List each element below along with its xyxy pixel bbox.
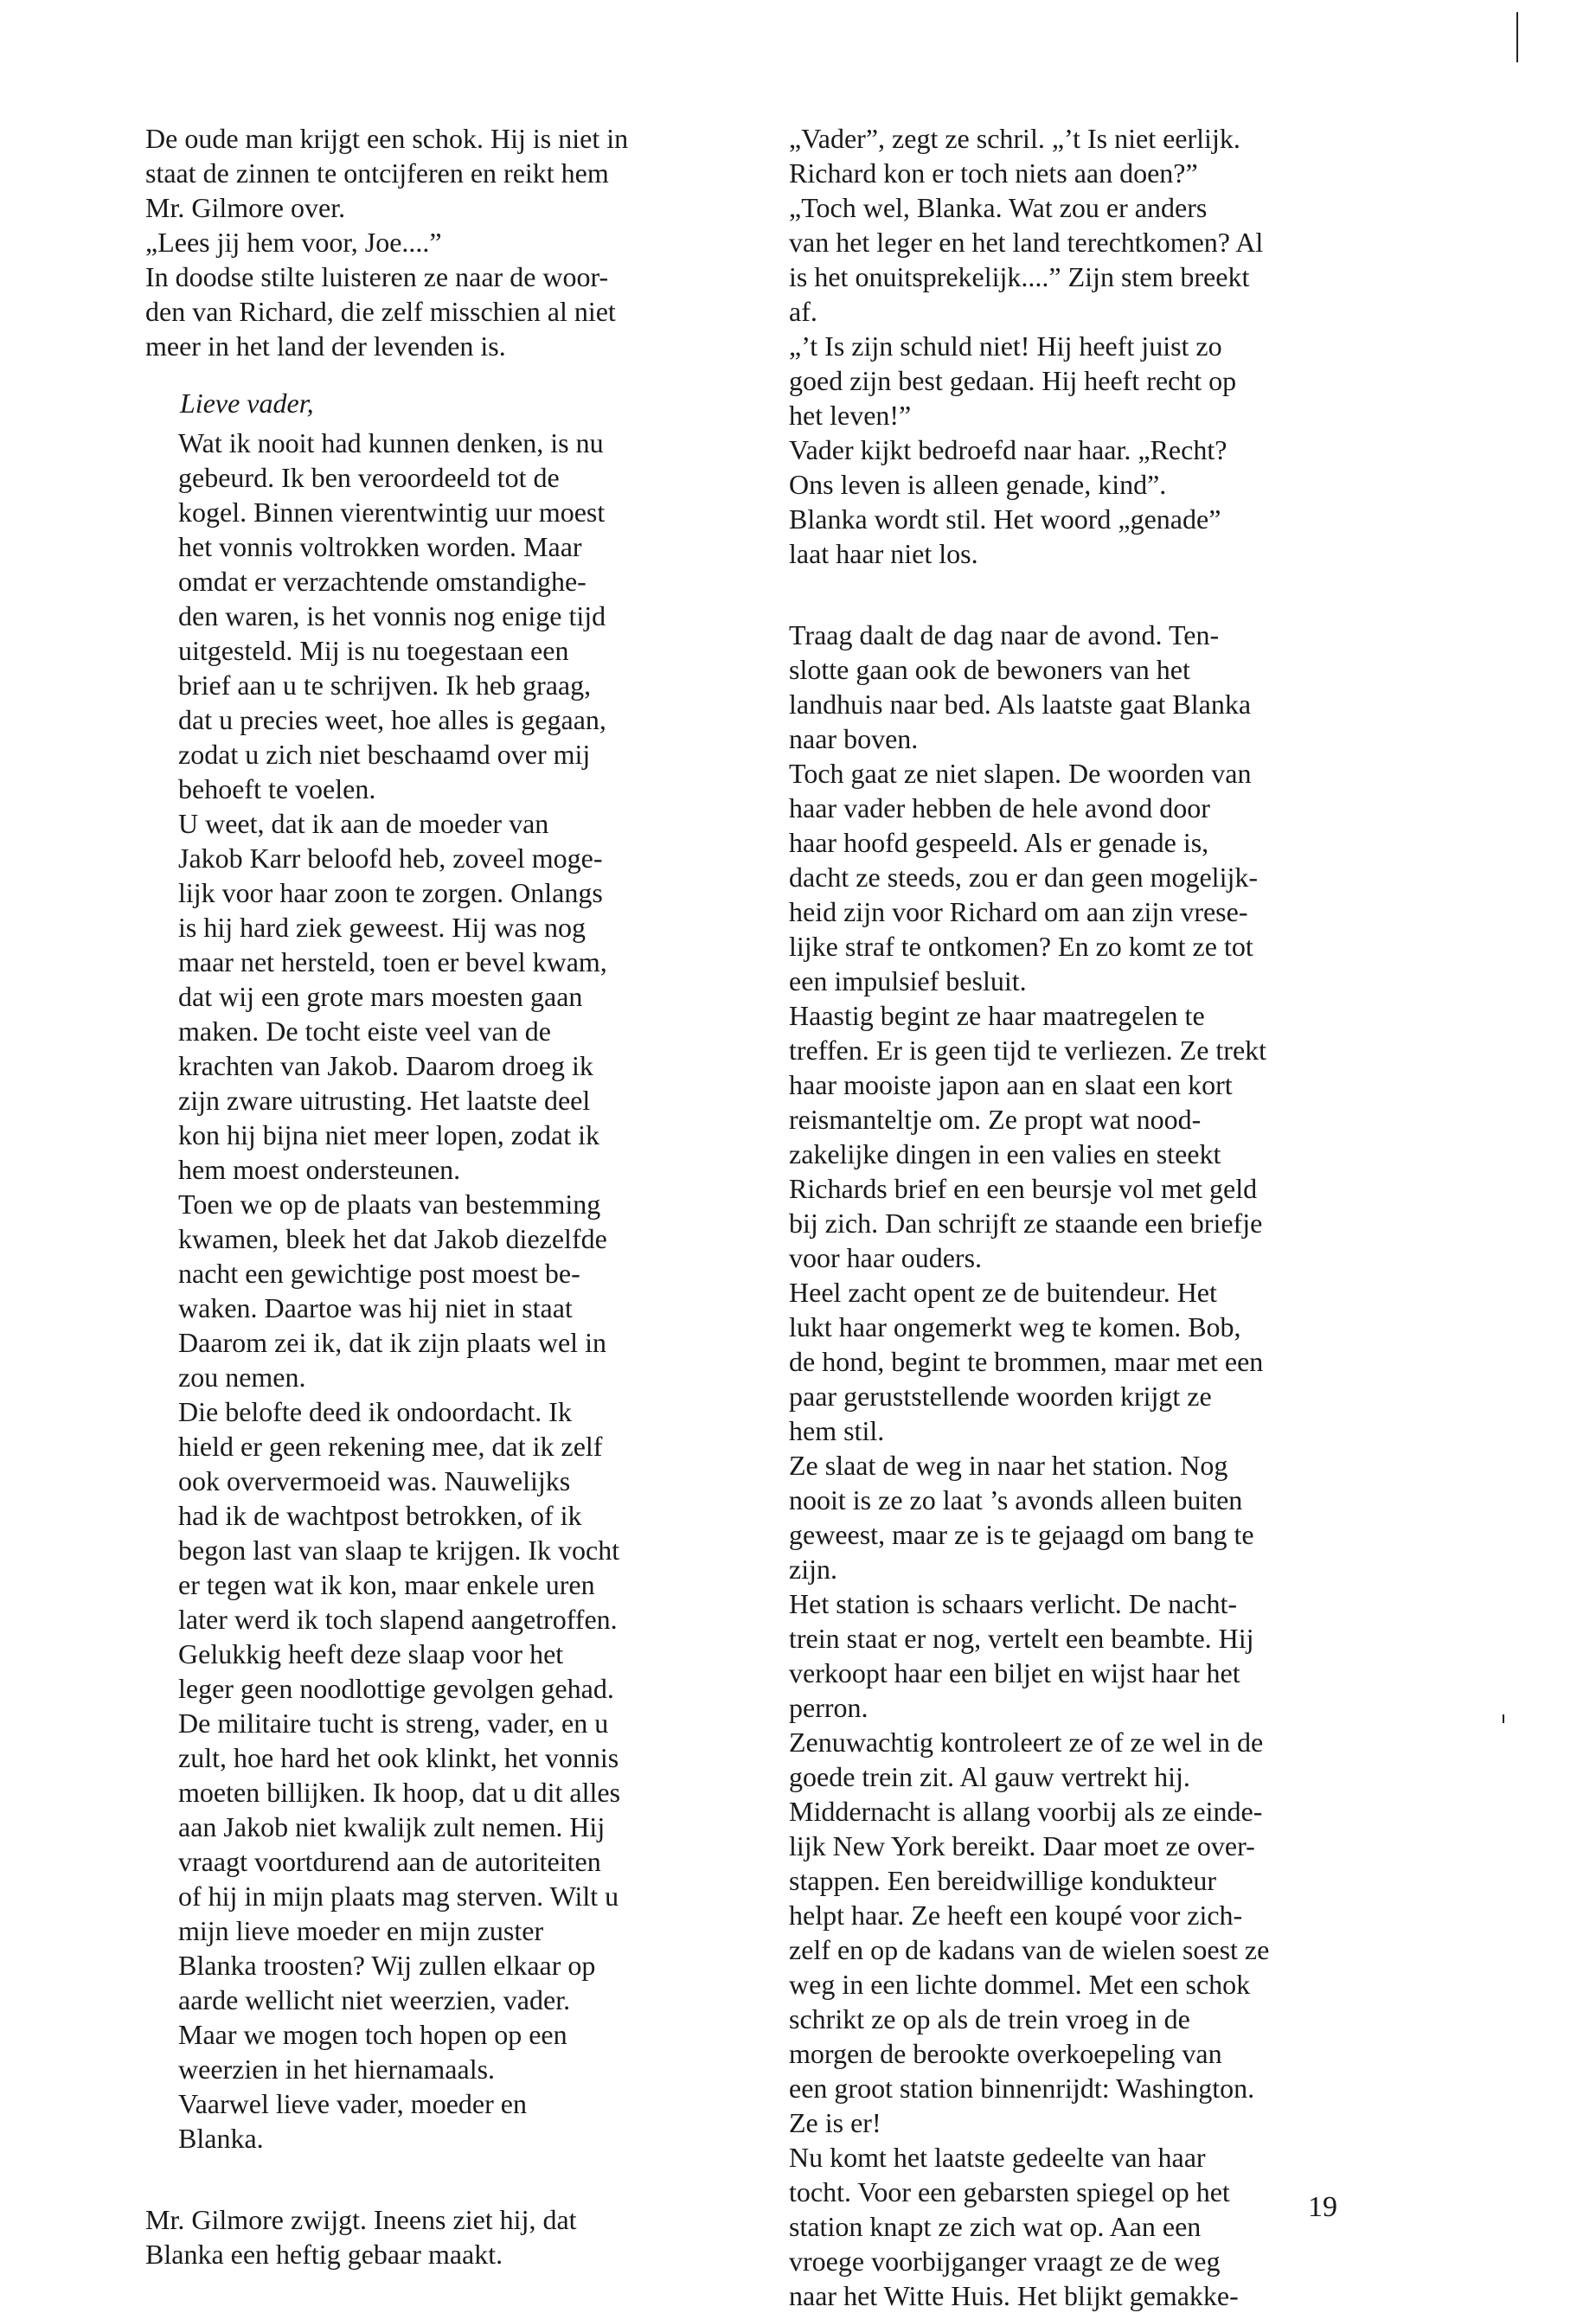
letter-paragraph: Die belofte deed ik ondoordacht. Ik hield er geen rekening mee, dat ik zelf ook oververmoeid was. Nauwelijks had ik de wachtpost betrokken, of ik begon last van slaap te krijgen. Ik vocht er tegen wat ik kon, maar enkele uren later werd ik toch slapend aangetroffen. Gelukkig heeft deze slaap voor het leger geen noodlottige gevolgen gehad. De militaire tucht is streng, vader, en u zult, hoe hard het ook klinkt, het vonnis moeten billijken. Ik hoop, dat u dit alles aan Jakob niet kwalijk zult nemen. Hij vraagt voortdurend aan de autoriteiten of hij in mijn plaats mag sterven. Wilt u mijn lieve moeder en mijn zuster Blanka troosten? Wij zullen elkaar op aarde wellicht niet weerzien, vader. Maar we mogen toch hopen op een weerzien in het hiernamaals.	[178, 1396, 621, 2085]
page-number: 19	[1308, 2191, 1337, 2223]
paragraph: „Lees jij hem voor, Joe....”	[145, 227, 442, 258]
paragraph: Het station is schaars verlicht. De nacht- trein staat er nog, vertelt een beambte. Hij verkoopt haar een biljet en wijst haar het perron.	[789, 1588, 1254, 1723]
paragraph: In doodse stilte luisteren ze naar de woor- den van Richard, die zelf misschien al niet meer in het land der levenden is.	[145, 261, 616, 362]
paragraph: Zenuwachtig kontroleert ze of ze wel in de goede trein zit. Al gauw vertrekt hij. Middernacht is allang voorbij als ze einde- lijk New York bereikt. Daar moet ze over- stappen. Een bereidwillige kondukteur helpt haar. Ze heeft een koupé voor zich- zelf en op de kadans van de wielen soest ze weg in een lichte dommel. Met een schok schrikt ze op als de trein vroeg in de morgen de berookte overkoepeling van een groot station binnenrijdt: Washington. Ze is er!	[789, 1727, 1270, 2138]
paragraph: Ze slaat de weg in naar het station. Nog nooit is ze zo laat ’s avonds alleen buiten geweest, maar ze is te gejaagd om bang te zijn.	[789, 1450, 1254, 1585]
letter-salutation: Lieve vader,	[180, 388, 314, 419]
scan-margin-mark	[1516, 12, 1518, 62]
scan-margin-dot	[1503, 1714, 1504, 1723]
paragraph: Traag daalt de dag naar de avond. Ten- slotte gaan ook de bewoners van het landhuis naar bed. Als laatste gaat Blanka naar boven.	[789, 619, 1252, 754]
paragraph: „Vader”, zegt ze schril. „’t Is niet eerlijk. Richard kon er toch niets aan doen?”	[789, 123, 1240, 189]
paragraph: Blanka wordt stil. Het woord „genade” laat haar niet los.	[789, 503, 1221, 569]
letter-block	[145, 386, 706, 2156]
paragraph: „’t Is zijn schuld niet! Hij heeft juist zo goed zijn best gedaan. Hij heeft recht op het leven!”	[789, 330, 1237, 431]
paragraph: Heel zacht opent ze de buitendeur. Het lukt haar ongemerkt weg te komen. Bob, de hond, begint te brommen, maar met een paar geruststellende woorden krijgt ze hem stil.	[789, 1277, 1264, 1446]
letter-paragraph: U weet, dat ik aan de moeder van Jakob Karr beloofd heb, zoveel moge- lijk voor haar zoon te zorgen. Onlangs is hij hard ziek geweest. Hij was nog maar net hersteld, toen er bevel kwam, dat wij een grote mars moesten gaan maken. De tocht eiste veel van de krachten van Jakob. Daarom droeg ik zijn zware uitrusting. Het laatste deel kon hij bijna niet meer lopen, zodat ik hem moest ondersteunen.	[178, 808, 607, 1185]
paragraph: Nu komt het laatste gedeelte van haar tocht. Voor een gebarsten spiegel op het station knapt ze zich wat op. Aan een vroege voorbijganger vraagt ze de weg naar het Witte Huis. Het blijkt gemakke-	[789, 2142, 1239, 2311]
paragraph: Vader kijkt bedroefd naar haar. „Recht? Ons leven is alleen genade, kind”.	[789, 434, 1227, 500]
paragraph: Haastig begint ze haar maatregelen te treffen. Er is geen tijd te verliezen. Ze trekt haar mooiste japon aan en slaat een kort reismanteltje om. Ze propt wat nood- zakelijke dingen in een valies en steekt Richards brief en een beursje vol met geld bij zich. Dan schrijft ze staande een briefje voor haar ouders.	[789, 1000, 1267, 1273]
paragraph: „Toch wel, Blanka. Wat zou er anders van het leger en het land terechtkomen? Al is het onuitsprekelijk....” Zijn stem breekt af.	[789, 192, 1264, 327]
letter-paragraph: Wat ik nooit had kunnen denken, is nu gebeurd. Ik ben veroordeeld tot de kogel. Binnen vierentwintig uur moest het vonnis voltrokken worden. Maar omdat er verzachtende omstandighe- den waren, is het vonnis nog enige tijd uitgesteld. Mij is nu toegestaan een brief aan u te schrijven. Ik heb graag, dat u precies weet, hoe alles is gegaan, zodat u zich niet beschaamd over mij behoeft te voelen.	[178, 427, 606, 804]
right-column	[789, 121, 1356, 2313]
letter-paragraph: Toen we op de plaats van bestemming kwamen, bleek het dat Jakob diezelfde nacht een gewichtige post moest be- waken. Daartoe was hij niet in staat Daarom zei ik, dat ik zijn plaats wel in zou nemen.	[178, 1189, 607, 1393]
left-column	[145, 121, 706, 2271]
paragraph: De oude man krijgt een schok. Hij is niet in staat de zinnen te ontcijferen en reikt hem Mr. Gilmore over.	[145, 123, 629, 223]
paragraph: Mr. Gilmore zwijgt. Ineens ziet hij, dat Blanka een heftig gebaar maakt.	[145, 2204, 577, 2270]
letter-closing: Vaarwel lieve vader, moeder en Blanka.	[178, 2088, 527, 2154]
paragraph: Toch gaat ze niet slapen. De woorden van haar vader hebben de hele avond door haar hoofd gespeeld. Als er genade is, dacht ze steeds, zou er dan geen mogelijk- heid zijn voor Richard om aan zijn vrese- lijke straf te ontkomen? En zo komt ze tot een impulsief besluit.	[789, 758, 1258, 996]
